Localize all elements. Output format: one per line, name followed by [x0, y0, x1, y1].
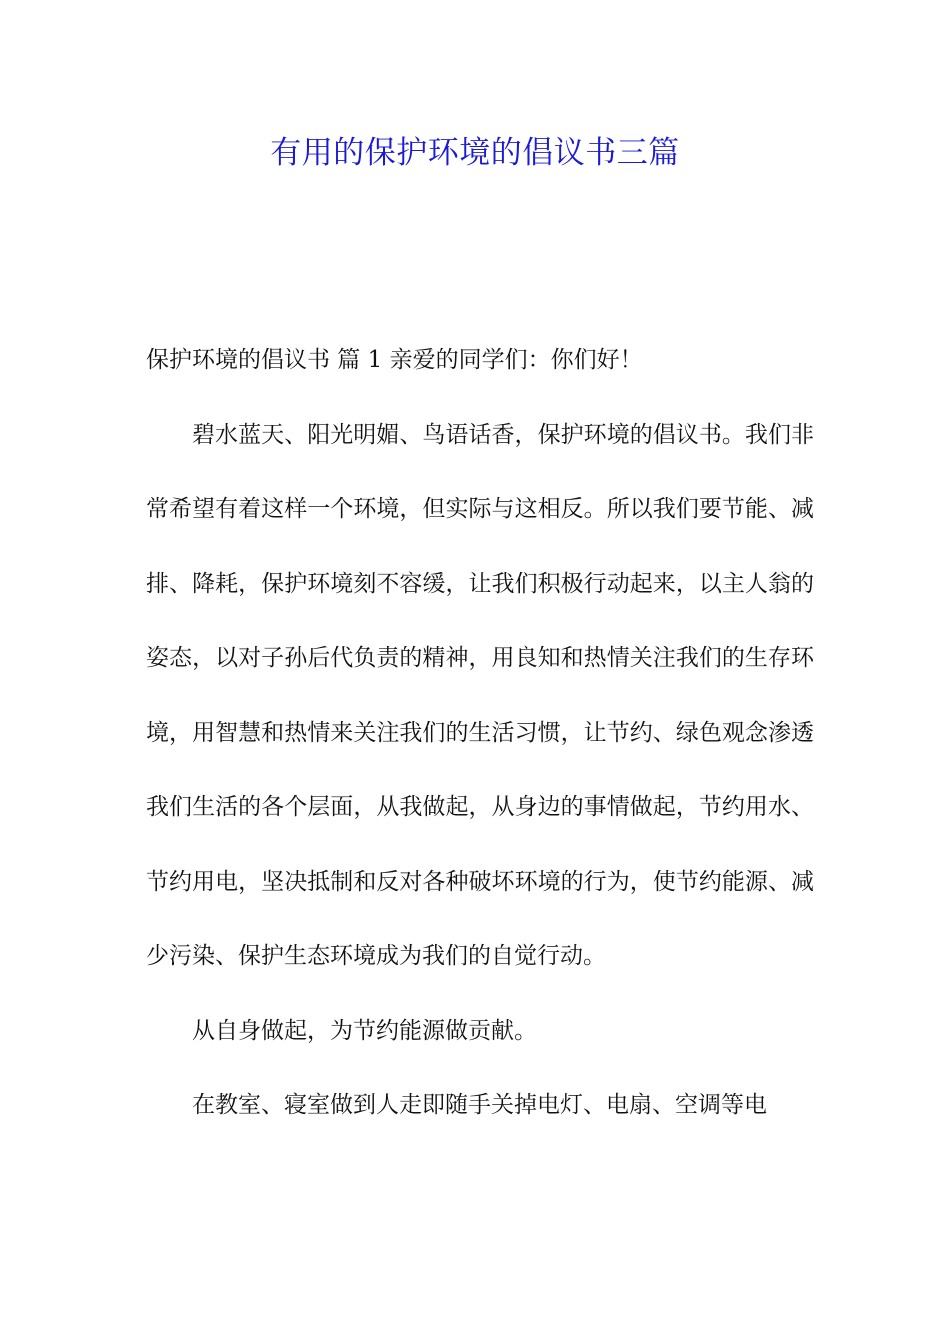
- paragraph-classroom: 在教室、寝室做到人走即随手关掉电灯、电扇、空调等电: [192, 1092, 767, 1118]
- document-body: [146, 323, 814, 1143]
- paragraph-start-from-self: 从自身做起，为节约能源做贡献。: [192, 1017, 537, 1044]
- paragraph-greeting: 保护环境的倡议书 篇 1 亲爱的同学们：你们好！: [146, 347, 643, 373]
- paragraph-main: 碧水蓝天、阳光明媚、鸟语话香，保护环境的倡议书。我们非常希望有着这样一个环境，但实际与这相反。所以我们要节能、减排、降耗，保护环境刻不容缓，让我们积极行动起来，以主人翁的姿态，以对子孙后代负责的精神，用良知和热情关注我们的生存环境，用智慧和热情来关注我们的生活习惯，让节约、绿色观念渗透我们生活的各个层面，从我做起，从身边的事情做起，节约用水、节约用电，坚决抵制和反对各种破坏环境的行为，使节约能源、减少污染、保护生态环境成为我们的自觉行动。: [146, 421, 814, 969]
- document-title: 有用的保护环境的倡议书三篇: [270, 135, 680, 171]
